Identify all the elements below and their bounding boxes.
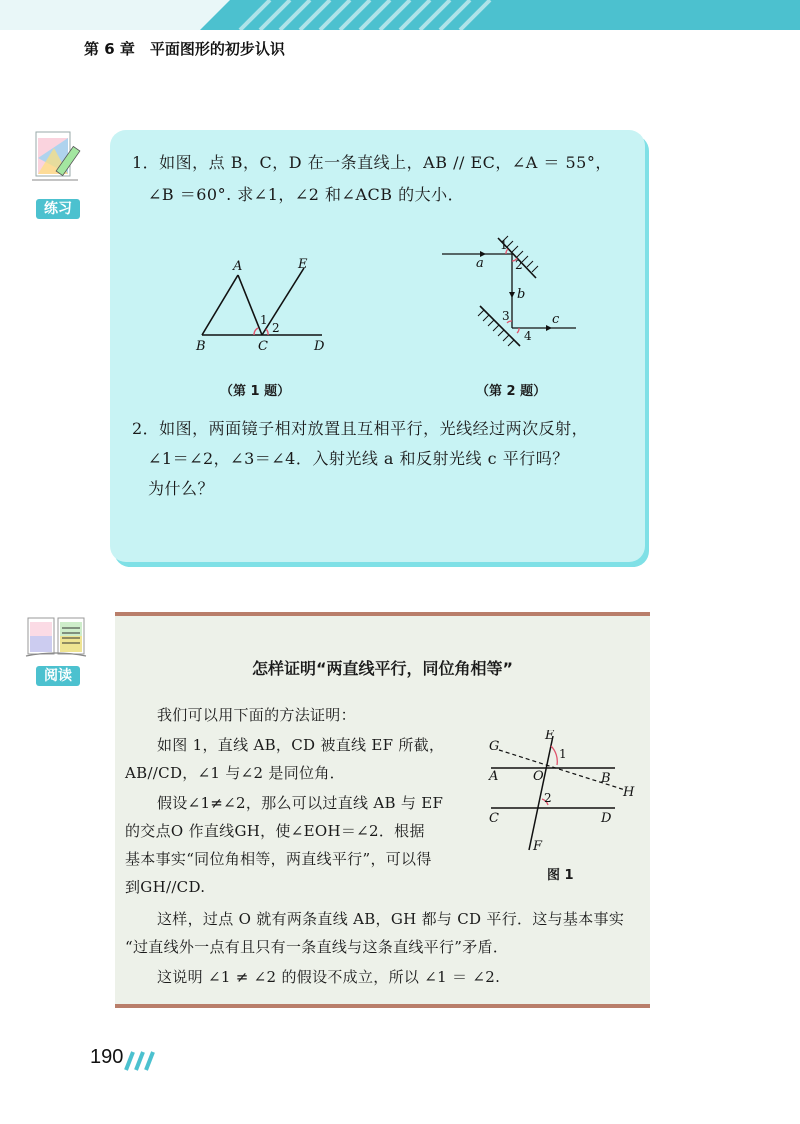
figure-question-2: [440, 234, 580, 354]
question-2-line-3: 为什么？: [148, 479, 215, 498]
fig2-angle-4: 4: [524, 329, 532, 343]
reading-paragraph-3-line-4: 到GH//CD.: [125, 878, 206, 896]
reading-label: 阅读: [36, 666, 80, 686]
reading-fig-label-C: C: [489, 811, 499, 826]
fig1-angle-2: 2: [272, 321, 280, 335]
page-number: 190: [90, 1046, 124, 1068]
fig2-angle-1: 1: [500, 238, 508, 252]
reading-paragraph-3-line-1: 假设∠1≠∠2，那么可以过直线 AB 与 EF: [157, 794, 444, 812]
page-number-slashes: [122, 1050, 156, 1072]
reading-paragraph-4-line-2: “过直线外一点有且只有一条直线与这条直线平行”矛盾．: [125, 938, 509, 956]
reading-fig-label-G: G: [489, 739, 500, 754]
reading-paragraph-3-line-2: 的交点O 作直线GH，使∠EOH＝∠2．根据: [125, 822, 425, 840]
fig1-angle-1: 1: [260, 313, 268, 327]
exercise-label: 练习: [36, 199, 80, 219]
fig2-label-b: b: [517, 287, 526, 302]
question-2-line-2: ∠1＝∠2，∠3＝∠4．入射光线 a 和反射光线 c 平行吗？: [148, 449, 569, 468]
reading-title: 怎样证明“两直线平行，同位角相等”: [251, 659, 514, 678]
fig1-label-A: A: [233, 259, 243, 274]
fig2-label-a: a: [476, 256, 484, 271]
figure-2-caption: （第 2 题）: [476, 384, 547, 399]
reading-fig-label-D: D: [601, 811, 612, 826]
reading-fig-angle-1: 1: [559, 747, 567, 761]
fig2-angle-2: 2: [515, 258, 523, 272]
fig1-label-E: E: [298, 258, 308, 272]
reading-paragraph-1: 我们可以用下面的方法证明：: [157, 706, 356, 724]
fig2-label-c: c: [552, 312, 560, 327]
fig1-label-B: B: [196, 339, 206, 354]
reading-figure-1: [485, 730, 635, 854]
reading-fig-label-B: B: [601, 771, 611, 786]
reading-paragraph-4-line-1: 这样，过点 O 就有两条直线 AB，GH 都与 CD 平行．这与基本事实: [157, 910, 625, 928]
fig1-label-C: C: [258, 339, 268, 354]
reading-fig-label-F: F: [533, 839, 543, 854]
question-1-line-1: 1．如图，点 B，C，D 在一条直线上，AB // EC，∠A ＝ 55°，: [132, 153, 612, 172]
question-2-line-1: 2．如图，两面镜子相对放置且互相平行，光线经过两次反射，: [132, 419, 589, 438]
reading-figure-caption: 图 1: [547, 868, 574, 883]
reading-fig-label-A: A: [489, 769, 499, 784]
reading-fig-label-H: H: [623, 785, 635, 800]
reading-fig-label-E: E: [545, 730, 555, 743]
reading-paragraph-3-line-3: 基本事实“同位角相等，两直线平行”，可以得: [125, 850, 432, 868]
pencil-notebook-icon: [28, 128, 84, 188]
figure-question-1: [190, 258, 340, 354]
question-1-line-2: ∠B ＝60°. 求∠1，∠2 和∠ACB 的大小．: [148, 185, 465, 204]
reading-fig-label-O: O: [533, 769, 544, 784]
reading-fig-angle-2: 2: [544, 791, 552, 805]
reading-box: [115, 612, 650, 1008]
fig2-angle-3: 3: [502, 309, 510, 323]
top-stripe-band: [0, 0, 800, 30]
reading-paragraph-2-line-2: AB//CD，∠1 与∠2 是同位角．: [125, 764, 345, 782]
reading-paragraph-2-line-1: 如图 1，直线 AB，CD 被直线 EF 所截，: [157, 736, 445, 754]
figure-1-caption: （第 1 题）: [220, 384, 291, 399]
exercise-box: [110, 130, 645, 562]
fig1-label-D: D: [314, 339, 325, 354]
reading-paragraph-5: 这说明 ∠1 ≠ ∠2 的假设不成立，所以 ∠1 ＝ ∠2.: [157, 968, 501, 986]
chapter-title: 第 6 章 平面图形的初步认识: [84, 40, 285, 58]
open-book-icon: [24, 610, 88, 662]
